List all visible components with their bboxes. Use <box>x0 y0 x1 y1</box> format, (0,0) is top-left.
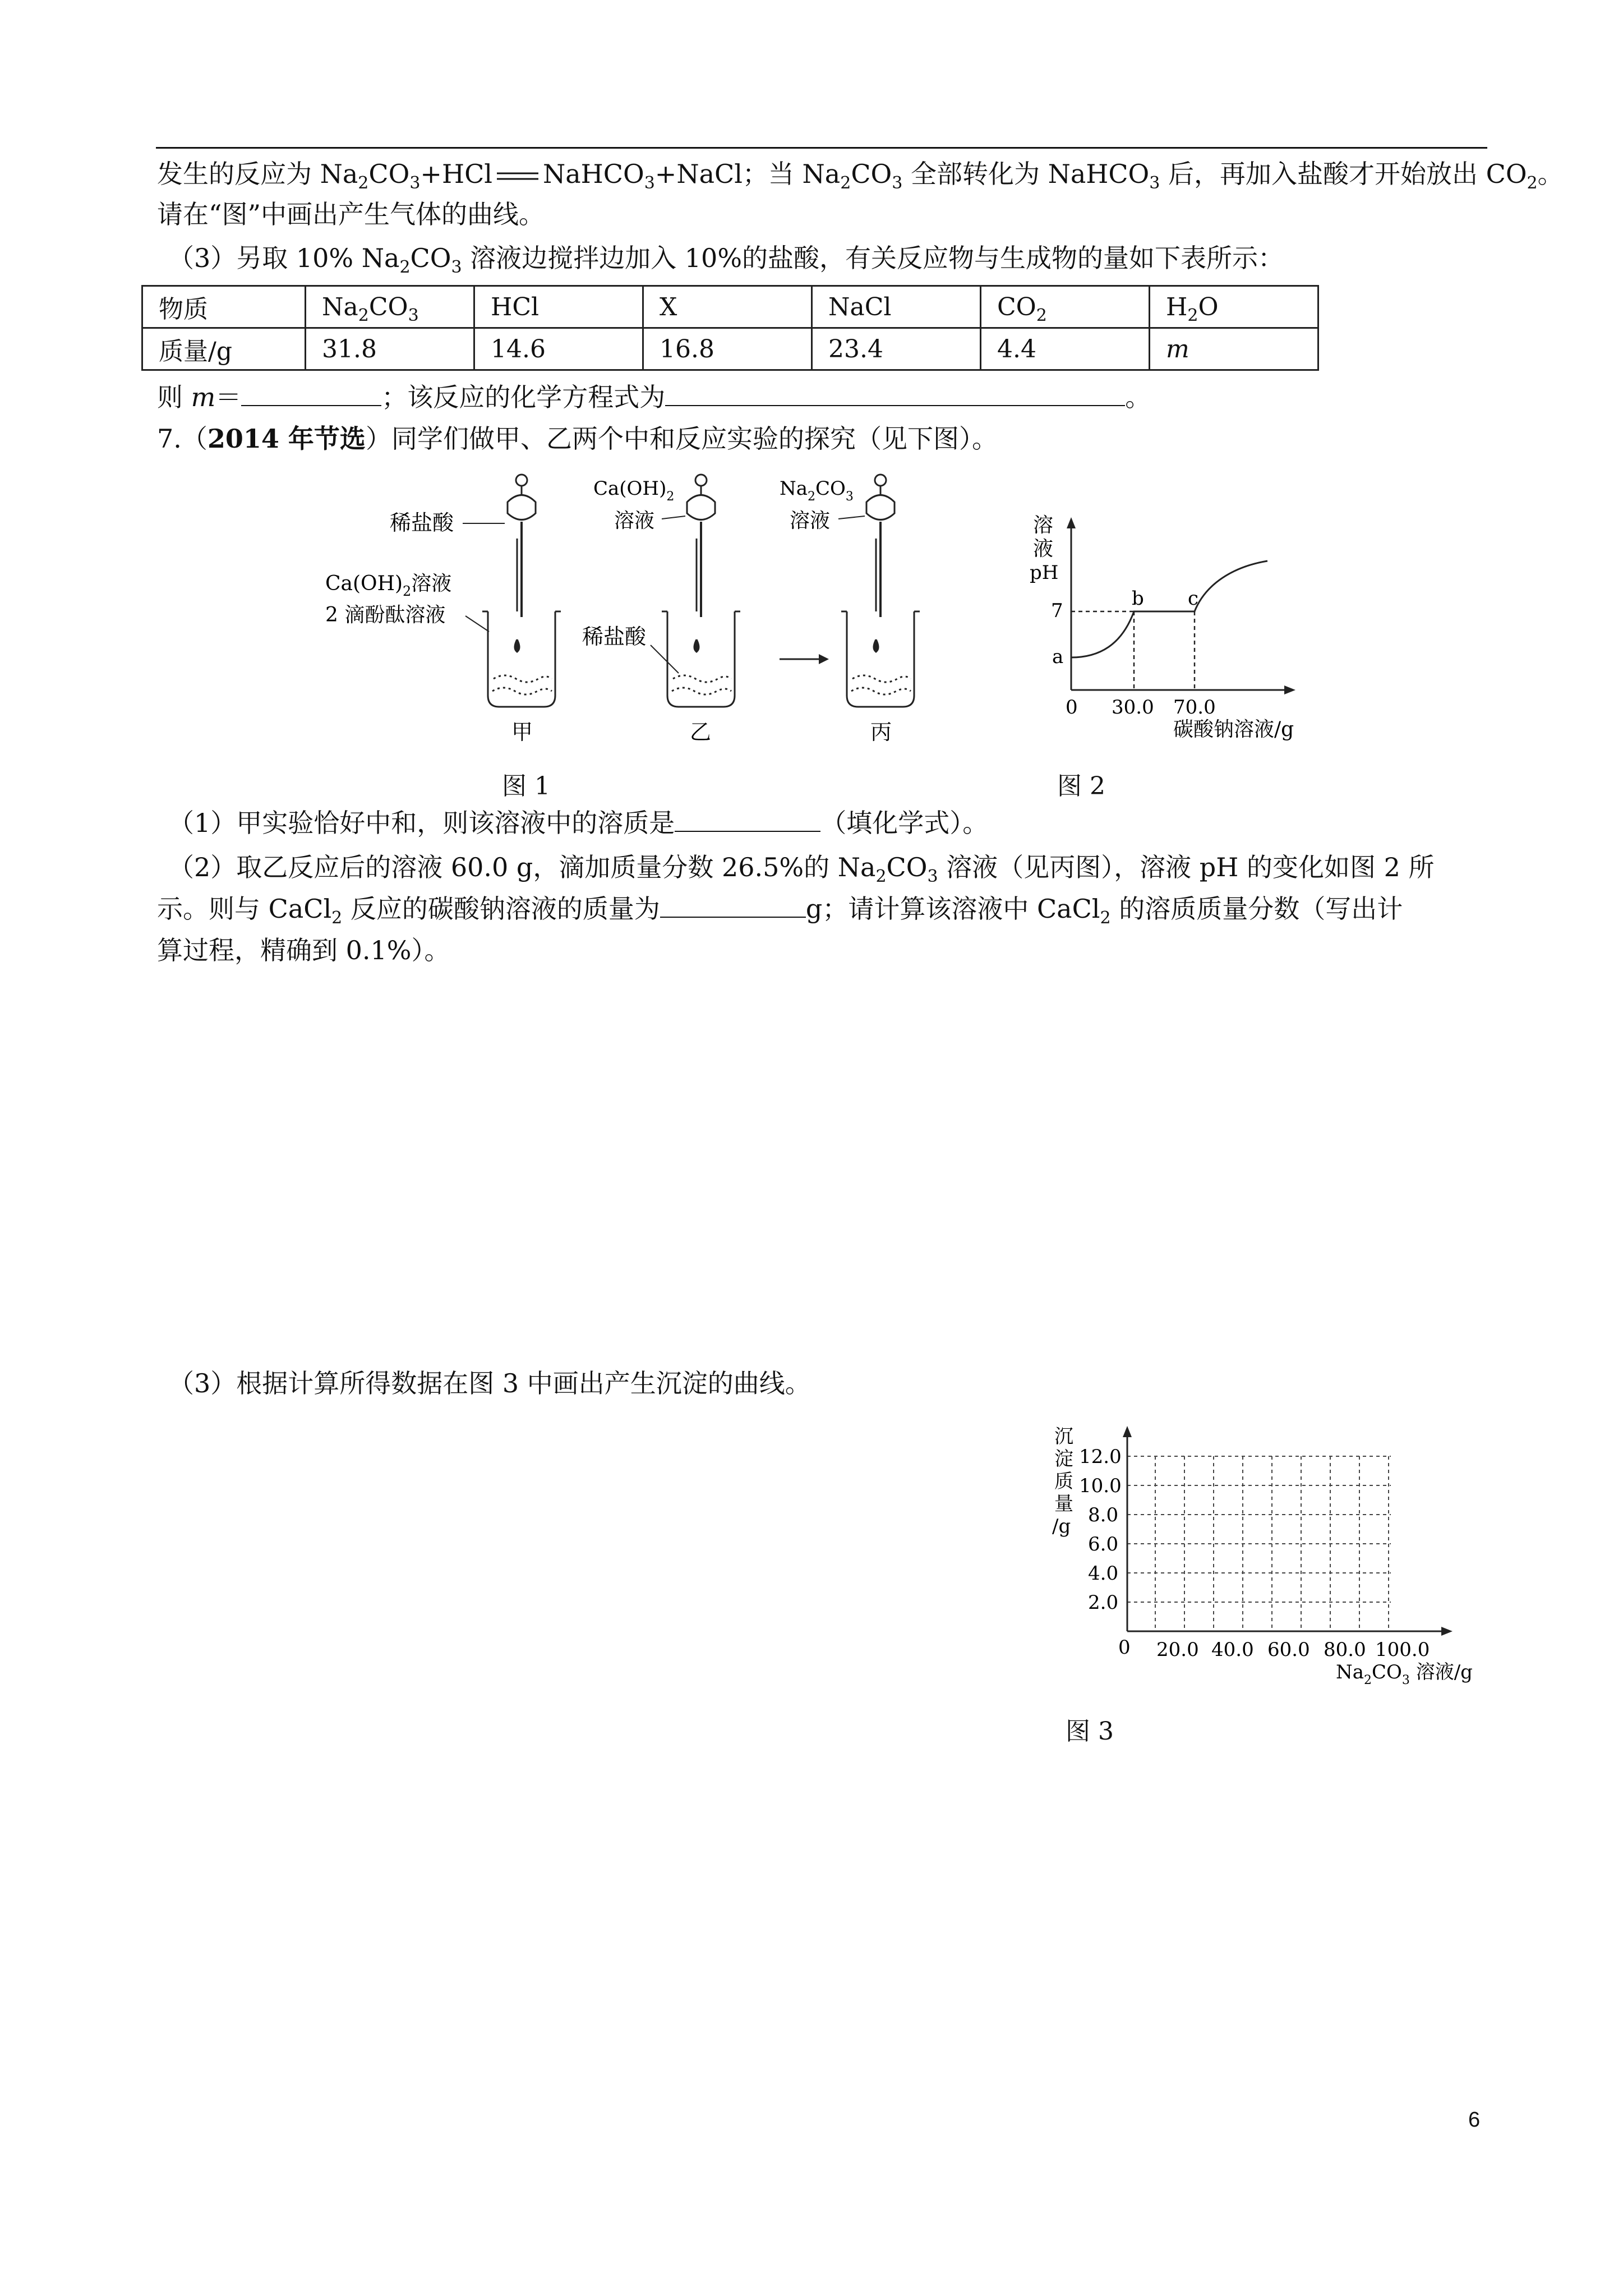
y-tick: 8.0 <box>1088 1504 1119 1526</box>
dropper-jia <box>508 475 536 617</box>
y-label-4: 量 <box>1054 1493 1073 1515</box>
page-number: 6 <box>1468 2108 1481 2132</box>
table-cell: $H_2O$ <box>1150 286 1318 328</box>
text-line-m-value: 则 m＝ ；该反应的化学方程式为 。 <box>157 380 1151 414</box>
table-cell: $Na_2CO_3$ <box>306 286 474 328</box>
point-a-label: a <box>1052 646 1064 668</box>
text-line-q3-intro: （3）另取 10% $Na_2CO_3$ 溶液边搅拌边加入 10%的盐酸，有关反应物与生成物的量如下表所示： <box>168 243 1284 277</box>
x-tick-30: 30.0 <box>1112 696 1154 719</box>
y-axis-label-1: 溶 <box>1033 514 1054 537</box>
label-bing: 丙 <box>870 720 892 744</box>
y-tick: 12.0 <box>1079 1446 1122 1468</box>
grid <box>1127 1456 1391 1631</box>
label-jia: 甲 <box>511 720 533 744</box>
table-row <box>142 286 1318 328</box>
x-tick-0: 0 <box>1118 1636 1131 1659</box>
figure-1-apparatus <box>314 471 987 752</box>
equals-double-line <box>492 168 543 185</box>
x-tick-0: 0 <box>1066 696 1078 719</box>
table-cell: X <box>643 286 812 328</box>
text-line-draw-gas: 请在“图”中画出产生气体的曲线。 <box>157 199 545 229</box>
dropper-bing <box>866 475 895 617</box>
label-caoh-yi: $Ca(OH)_2$ <box>593 477 675 504</box>
tick-7: 7 <box>1051 600 1063 622</box>
label-caoh-solution: $Ca(OH)_2$溶液 <box>325 572 452 599</box>
label-yi: 乙 <box>690 720 712 744</box>
y-label-5: /g <box>1052 1515 1071 1538</box>
y-tick: 2.0 <box>1088 1591 1119 1614</box>
x-tick: 20.0 <box>1156 1639 1199 1661</box>
question-1: （1）甲实验恰好中和，则该溶液中的溶质是 （填化学式）。 <box>168 806 988 840</box>
table-cell: 质量/g <box>142 328 306 370</box>
table-cell: 物质 <box>142 286 306 328</box>
label-phenolphthalein: 2 滴酚酞溶液 <box>325 604 446 627</box>
text-line-reaction: 发生的反应为 $Na_2CO_3+HCl$ NaHCO$_3$+NaCl；当 $Na_2CO_3$ 全部转化为 NaHCO$_3$ 后，再加入盐酸才开始放出 $CO_2$。 <box>157 159 1564 193</box>
question-3: （3）根据计算所得数据在图 3 中画出产生沉淀的曲线。 <box>168 1368 811 1398</box>
figure-2-ph-graph <box>1009 505 1346 752</box>
top-rule <box>156 147 1487 149</box>
question-2-line-1: （2）取乙反应后的溶液 60.0 g，滴加质量分数 26.5%的 $Na_2CO_3$ 溶液（见丙图），溶液 pH 的变化如图 2 所 <box>168 852 1435 886</box>
beaker-jia <box>482 611 561 707</box>
y-label-1: 沉 <box>1054 1425 1073 1448</box>
beaker-bing <box>841 611 920 707</box>
question-2-line-3: 算过程，精确到 0.1%）。 <box>157 935 450 965</box>
table-row <box>142 328 1318 370</box>
x-axis-label: 碳酸钠溶液/g <box>1173 718 1294 741</box>
table-cell: 23.4 <box>812 328 981 370</box>
figure-2-caption: 图 2 <box>1057 772 1105 800</box>
label-na2co3-bing: $Na_2CO_3$ <box>780 477 854 504</box>
answer-blank-na2co3-mass[interactable] <box>660 892 806 918</box>
y-tick: 6.0 <box>1088 1533 1119 1556</box>
y-tick: 4.0 <box>1088 1562 1119 1585</box>
table-cell: $CO_2$ <box>981 286 1150 328</box>
y-tick: 10.0 <box>1079 1475 1122 1497</box>
label-solution-bing: 溶液 <box>790 509 831 532</box>
answer-blank-solute[interactable] <box>675 806 820 832</box>
table-cell: NaCl <box>812 286 981 328</box>
label-solution-yi: 溶液 <box>614 509 655 532</box>
table-cell: 4.4 <box>981 328 1150 370</box>
y-axis-label-ph: pH <box>1030 562 1059 584</box>
point-c-label: c <box>1188 587 1199 610</box>
question-7-heading: 7.（2014 年节选）同学们做甲、乙两个中和反应实验的探究（见下图）。 <box>157 424 998 454</box>
y-label-2: 淀 <box>1054 1448 1073 1470</box>
answer-blank-equation[interactable] <box>665 380 1125 406</box>
y-label-3: 质 <box>1054 1470 1073 1493</box>
figure-3-precipitate-grid <box>1043 1414 1492 1688</box>
table-cell: m <box>1150 328 1318 370</box>
mass-table <box>141 285 1319 371</box>
figure-3-caption: 图 3 <box>1066 1717 1114 1746</box>
question-2-line-2: 示。则与 CaCl$_2$ 反应的碳酸钠溶液的质量为 g；请计算该溶液中 CaCl$_2$ 的溶质质量分数（写出计 <box>157 892 1403 926</box>
label-dilute-hcl-jia: 稀盐酸 <box>390 510 454 535</box>
table-cell: HCl <box>474 286 643 328</box>
x-tick: 100.0 <box>1375 1639 1430 1661</box>
x-tick-70: 70.0 <box>1173 696 1216 719</box>
figure-1-caption: 图 1 <box>502 772 550 800</box>
label-dilute-hcl-yi: 稀盐酸 <box>582 624 647 649</box>
table-cell: 16.8 <box>643 328 812 370</box>
x-tick: 60.0 <box>1267 1639 1310 1661</box>
ph-curve <box>1071 561 1267 657</box>
answer-blank-m[interactable] <box>241 380 381 406</box>
table-cell: 14.6 <box>474 328 643 370</box>
dropper-yi <box>687 475 715 617</box>
x-tick: 40.0 <box>1211 1639 1254 1661</box>
y-axis-label-2: 液 <box>1033 537 1054 560</box>
x-axis-label: $Na_2CO_3$ 溶液/g <box>1336 1661 1473 1687</box>
table-cell: 31.8 <box>306 328 474 370</box>
beaker-yi <box>662 611 740 707</box>
x-tick: 80.0 <box>1324 1639 1366 1661</box>
point-b-label: b <box>1132 587 1144 610</box>
